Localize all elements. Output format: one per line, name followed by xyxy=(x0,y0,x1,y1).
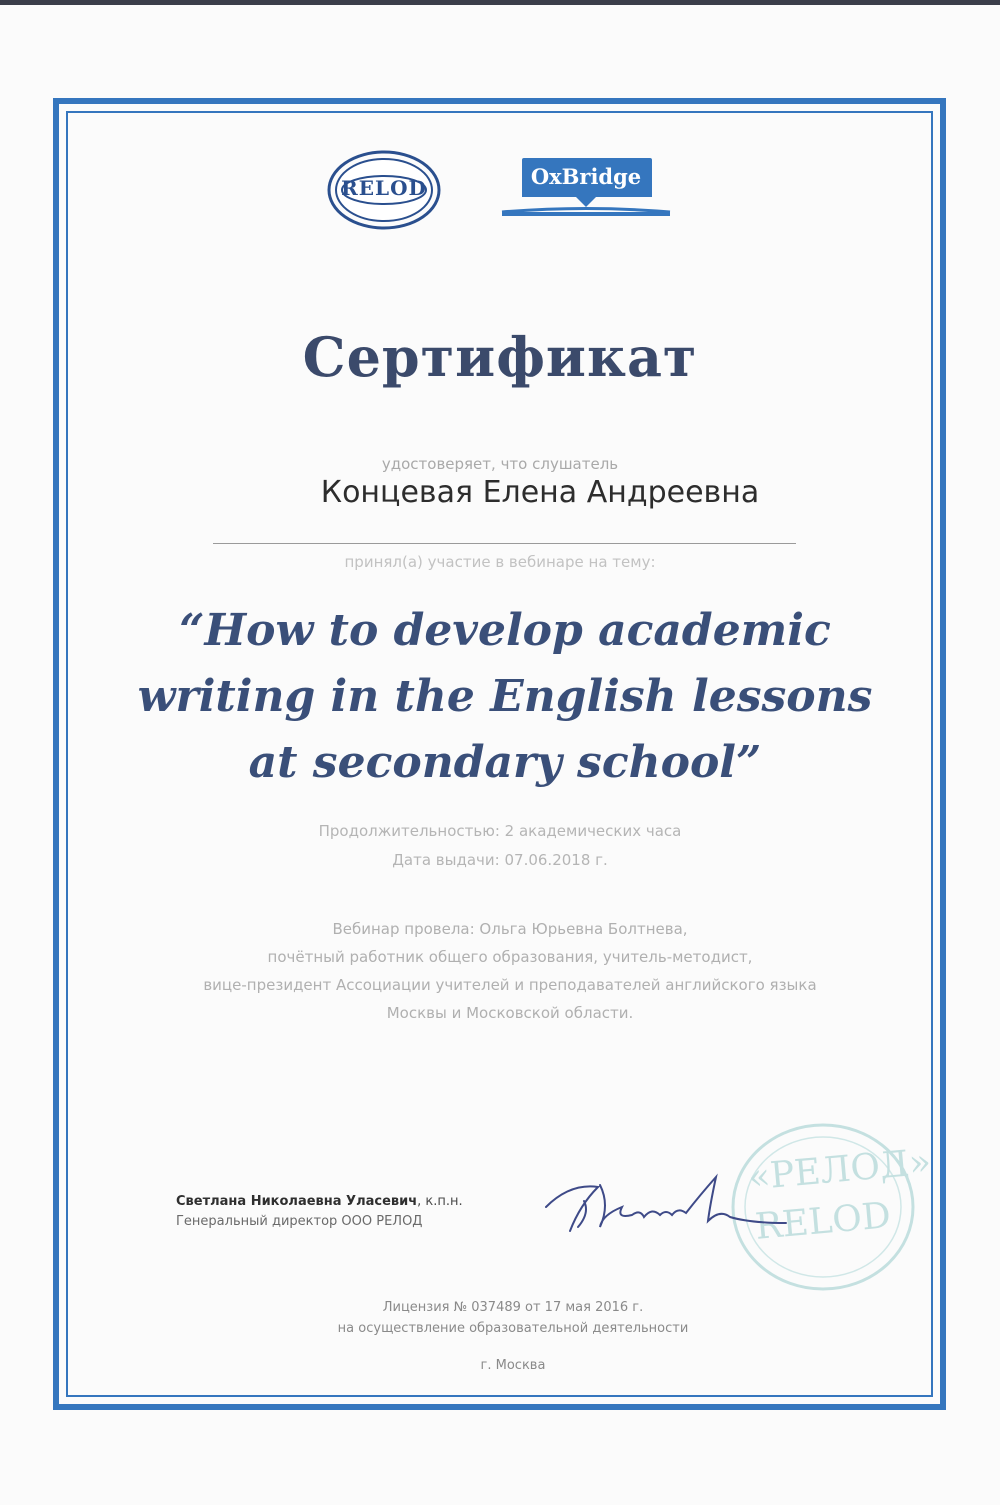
handwritten-signature xyxy=(540,1165,790,1245)
participated-text: принял(а) участие в вебинаре на тему: xyxy=(344,553,656,571)
oxbridge-logo-text: OxBridge xyxy=(530,164,642,189)
signer-role: Генеральный директор ООО РЕЛОД xyxy=(176,1214,423,1229)
topic-line: at secondary school” xyxy=(248,737,762,788)
participant-name: Концевая Елена Андреевна xyxy=(320,475,760,510)
topic-line: writing in the English lessons xyxy=(137,671,873,722)
issue-date-text: Дата выдачи: 07.06.2018 г. xyxy=(392,851,608,869)
presenter-line: вице-президент Ассоциации учителей и преподавателей английского языка xyxy=(203,976,817,994)
city-text: г. Москва xyxy=(480,1358,546,1373)
presenter-line: Москвы и Московской области. xyxy=(386,1004,634,1022)
signer-full-name: Светлана Николаевна Уласевич xyxy=(176,1194,418,1209)
webinar-topic xyxy=(100,598,910,796)
scan-top-edge xyxy=(0,0,1000,5)
topic-line: “How to develop academic xyxy=(179,605,831,656)
license-text: Лицензия № 037489 от 17 мая 2016 г. xyxy=(382,1300,644,1315)
signer-name xyxy=(176,1194,463,1209)
signature-icon xyxy=(540,1165,790,1245)
stamp-text-en: RELOD xyxy=(753,1195,893,1248)
license-purpose-text: на осуществление образовательной деятельности xyxy=(337,1321,689,1336)
presenter-line: почётный работник общего образования, учитель-методист, xyxy=(267,948,753,966)
stamp-text-ru: «РЕЛОД» xyxy=(746,1141,933,1199)
name-underline xyxy=(213,543,796,544)
duration-text: Продолжительностью: 2 академических часа xyxy=(318,822,682,840)
presenter-info xyxy=(130,915,890,1027)
relod-logo-text: RELOD xyxy=(341,176,427,200)
oxbridge-logo xyxy=(500,155,672,220)
presenter-line: Вебинар провела: Ольга Юрьевна Болтнева, xyxy=(332,920,688,938)
certifies-text: удостоверяет, что слушатель xyxy=(381,455,619,473)
relod-logo xyxy=(327,150,441,230)
certificate-title: Сертификат xyxy=(302,325,698,389)
signer-degree: , к.п.н. xyxy=(417,1194,463,1209)
